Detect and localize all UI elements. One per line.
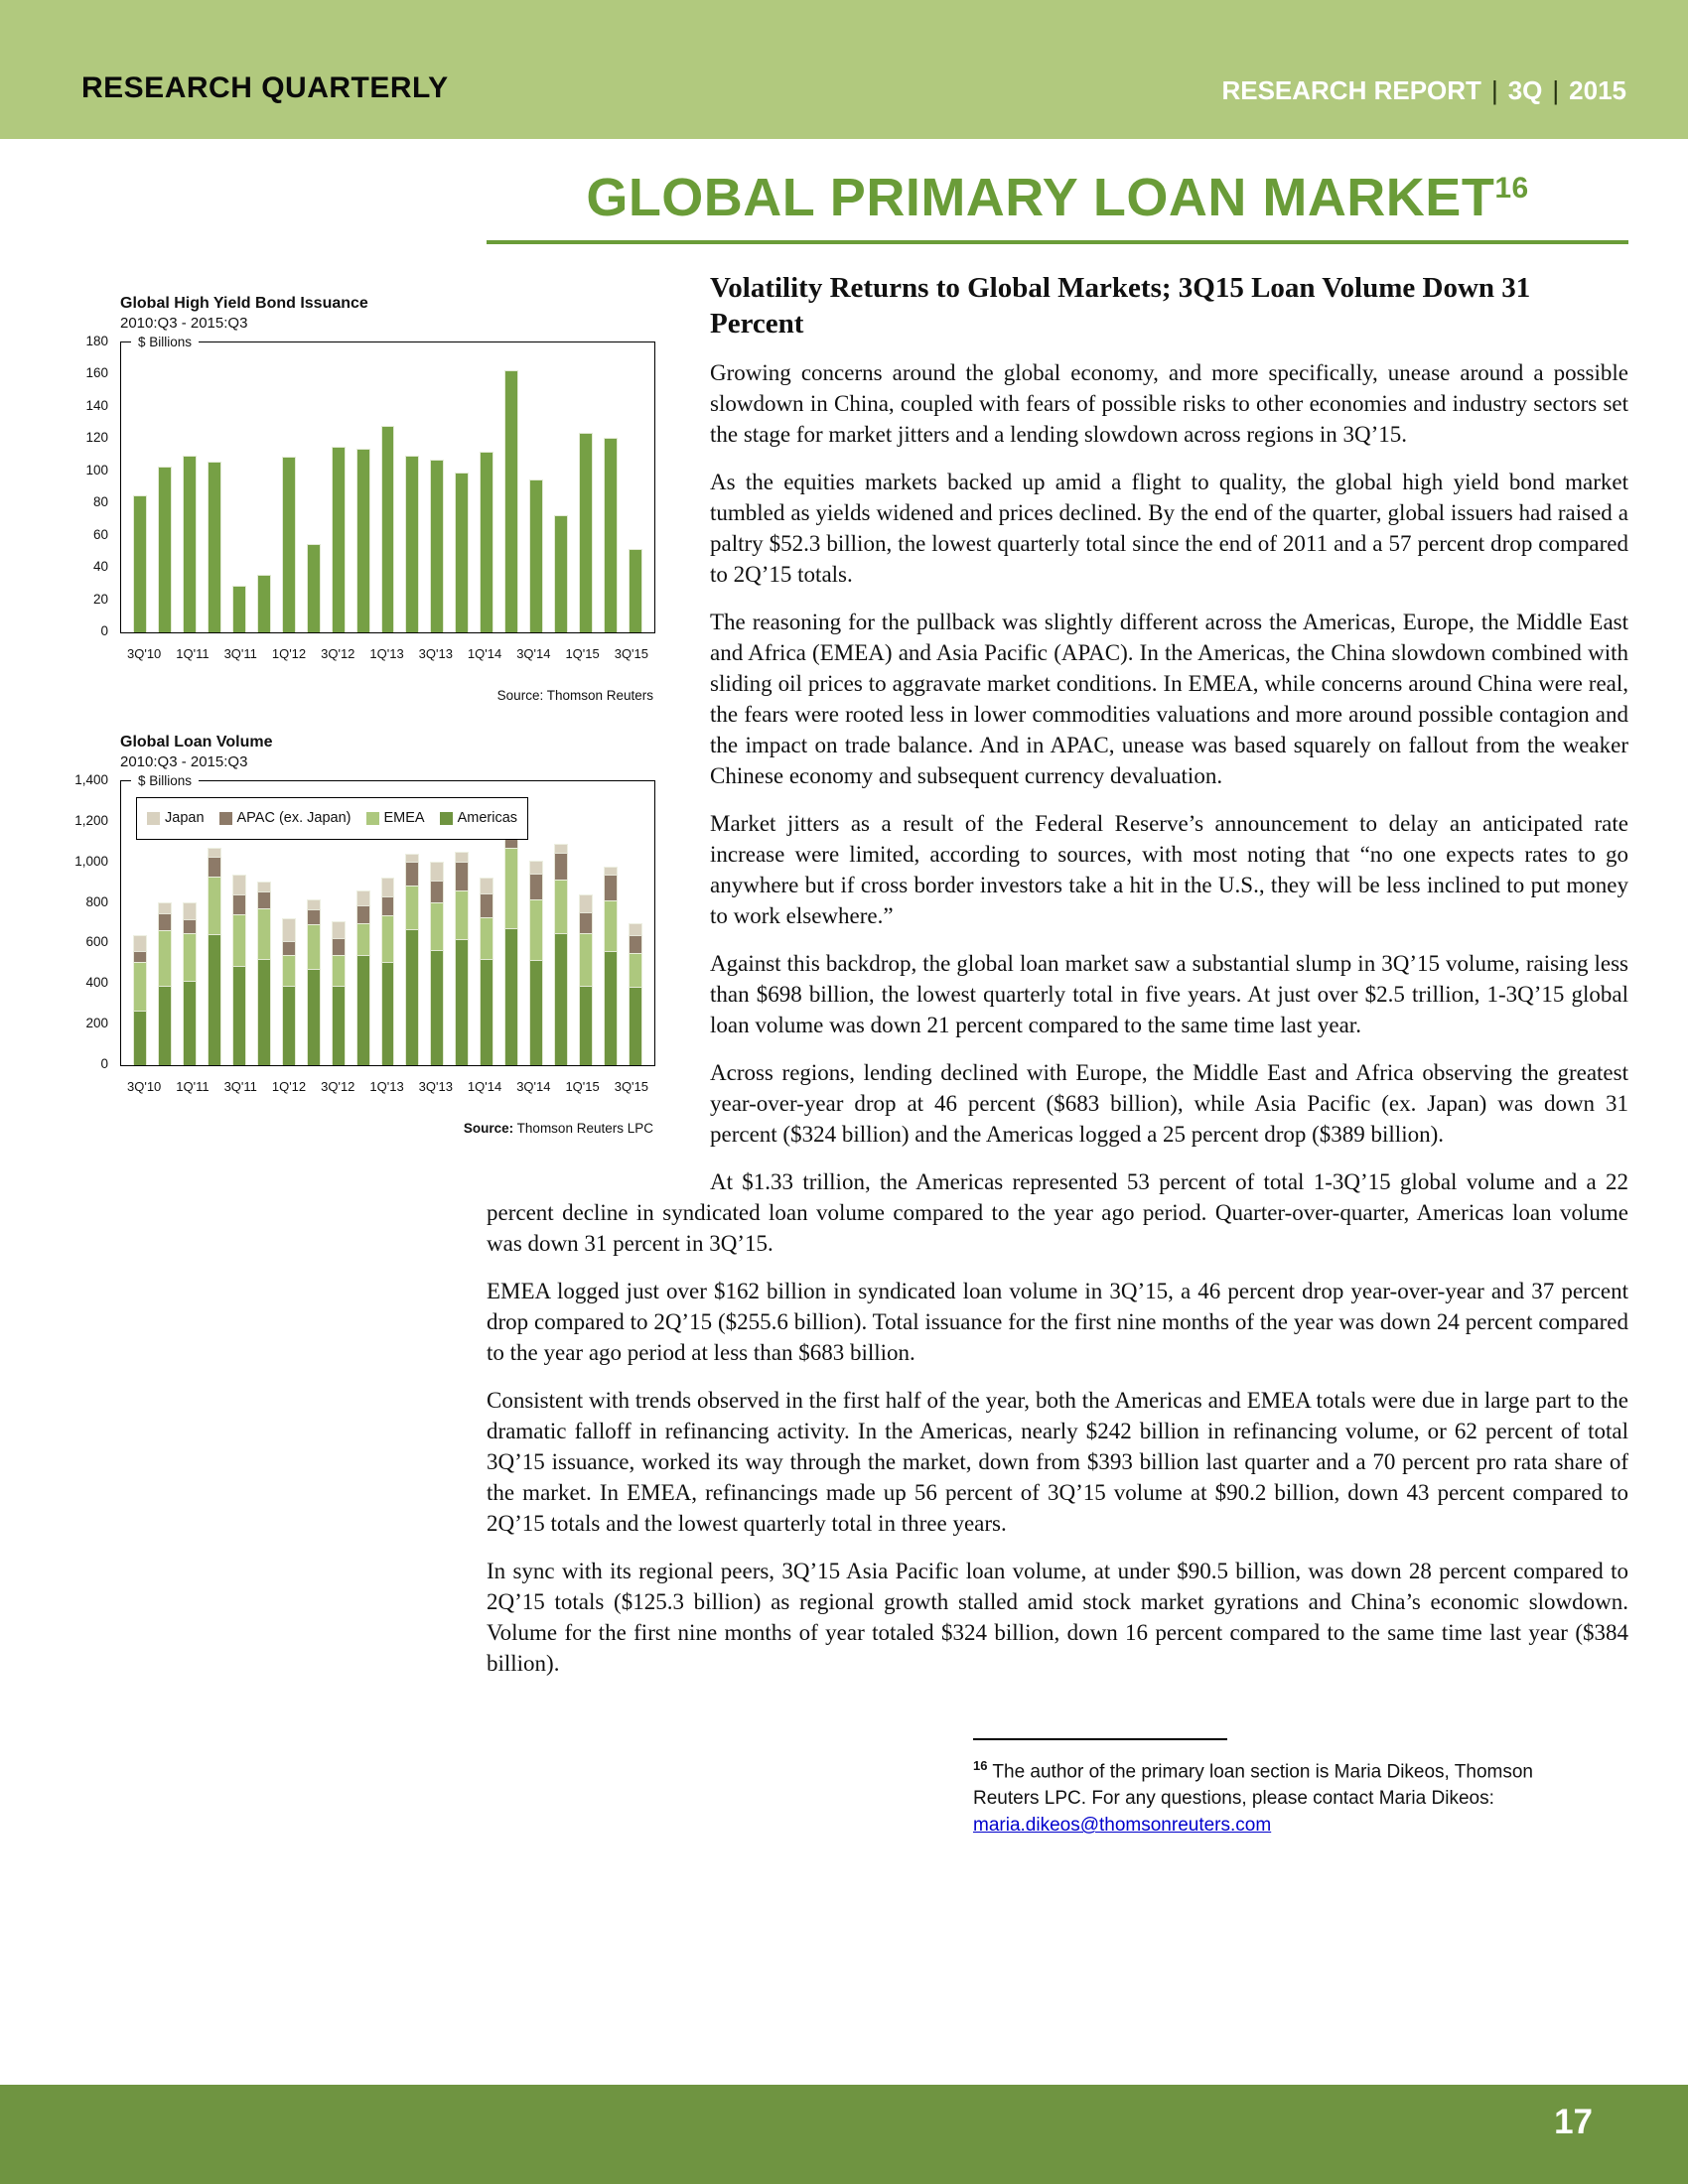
legend-item-apac-ex-japan [219,803,352,834]
legend-label: EMEA [383,810,425,826]
meta-separator: | [1552,75,1560,105]
bar-slot [548,781,573,1065]
body-paragraph: EMEA logged just over $162 billion in syndicated loan volume in 3Q’15, a 46 percent drop year-over-year and 37 percent drop compared to 2Q’15 ($255.6 billion). Total issuance for the first nine months of the year was down 24 percent compared to the year ago period at less than $683 billion. [487,1279,1628,1365]
body-paragraph: Growing concerns around the global economy, and more specifically, unease around a possible slowdown in China, coupled with fears of possible risks to other economies and industry sectors set the stage for market jitters and a lending slowdown across regions in 3Q’15. [710,360,1628,447]
y-tick-label: 160 [85,365,108,381]
x-tick-label: 3Q'15 [614,1079,649,1094]
x-tick-label: 1Q'13 [369,1079,404,1094]
bar-3q-10 [133,342,147,632]
header-band [0,0,1688,139]
bar-slot [301,342,326,632]
bar-slot [598,342,623,632]
bar-slot [400,342,425,632]
americas-bar-segment [604,951,618,1065]
footnote [973,1738,1569,1839]
legend-swatch [366,812,379,825]
x-tick-label: 3Q'12 [321,1079,355,1094]
bar-2q-15 [604,781,618,1065]
page-number: 17 [1554,2103,1593,2141]
x-tick-label [354,1071,369,1102]
apac-ex-japan-bar-segment [183,919,197,933]
japan-bar-segment [307,899,321,909]
y-tick-label: 60 [92,526,108,542]
bar-3q-11 [232,342,246,632]
y-tick-label: 40 [92,559,108,575]
x-tick-label: 1Q'13 [369,646,404,661]
apac-ex-japan-bar-segment [629,935,642,952]
y-tick-label: 140 [85,397,108,413]
emea-bar-segment [282,955,296,987]
bar-slot [276,342,301,632]
y-tick-label: 1,200 [74,812,108,828]
y-tick-label: 180 [85,334,108,348]
apac-ex-japan-bar-segment [480,893,493,916]
legend-swatch [219,812,232,825]
meta-separator: | [1490,75,1498,105]
bar-slot [499,342,524,632]
legend-item-emea [366,803,425,834]
x-tick-label: 3Q'11 [223,1079,257,1094]
x-tick-label: 3Q'12 [321,646,355,661]
y-tick-label: 200 [85,1016,108,1031]
x-tick-label [453,638,468,669]
bar-3q-15 [629,342,642,632]
americas-bar-segment [133,1011,147,1065]
japan-bar-segment [257,882,271,891]
bar-segment [332,447,346,632]
footnote-marker: 16 [973,1758,988,1773]
americas-bar-segment [455,939,469,1065]
x-tick-label: 1Q'11 [176,1079,210,1094]
bar-2q-12 [307,342,321,632]
japan-bar-segment [332,921,346,938]
body-paragraph: Across regions, lending declined with Europe, the Middle East and Africa observing the greatest year-over-year drop at 46 percent ($683 billion), while Asia Pacific (ex. Japan) was down 31 percent ($324 billion) and the Americas logged a 25 percent drop ($389 billion). [710,1060,1628,1147]
bar-4q-12 [356,342,370,632]
article-heading: Volatility Returns to Global Markets; 3Q15 Loan Volume Down 31 Percent [710,272,1531,340]
japan-bar-segment [455,852,469,862]
emea-bar-segment [356,923,370,955]
section-title-wrap [487,168,1628,227]
y-tick-label: 0 [100,623,108,638]
y-axis [74,334,112,638]
chart-column [74,270,655,1165]
japan-bar-segment [381,878,395,896]
y-tick-label: 20 [92,591,108,607]
bar-4q-13 [455,342,469,632]
report-meta [1221,75,1626,106]
x-tick-label: 3Q'14 [516,646,551,661]
bar-slot [227,342,252,632]
bar-segment [504,370,518,632]
bar-3q-15 [629,781,642,1065]
apac-ex-japan-bar-segment [579,912,593,933]
japan-bar-segment [529,861,543,874]
bar-segment [133,495,147,632]
apac-ex-japan-bar-segment [257,891,271,907]
apac-ex-japan-bar-segment [430,881,444,901]
bar-3q-13 [430,342,444,632]
legend-swatch [440,812,453,825]
body-paragraph: Consistent with trends observed in the first half of the year, both the Americas and EMEA totals were due in large part to the dramatic falloff in refinancing activity. In the Americas, nearly $242 billion in refinancing volume, or 62 percent of total 3Q’15 issuance, worked its way through the market, down from $393 billion last quarter and a 70 percent pro rata share of the market. In EMEA, refinancings made up 56 percent of 3Q’15 volume at $90.2 billion, down 43 percent compared to 2Q’15 totals and the lowest quarterly total in three years. [487,1388,1628,1536]
body-paragraph: In sync with its regional peers, 3Q’15 Asia Pacific loan volume, at under $90.5 billion, was down 28 percent compared to 2Q’15 totals ($125.3 billion) as regional growth stalled amid stock market gyrations and China’s economic slowdown. Volume for the first nine months of year totaled $324 billion, down 16 percent compared to the same time last year ($384 billion). [487,1559,1628,1676]
apac-ex-japan-bar-segment [208,857,221,877]
x-tick-label [161,1071,176,1102]
emea-bar-segment [579,933,593,986]
legend-label: Japan [165,810,205,826]
emea-bar-segment [232,914,246,966]
x-tick-label: 3Q'15 [614,646,649,661]
bar-slot [153,342,178,632]
bar-slot [573,781,598,1065]
legend-swatch [147,812,160,825]
apac-ex-japan-bar-segment [282,941,296,954]
bar-slot [351,342,375,632]
bar-3q-14 [529,342,543,632]
x-tick-label: 1Q'14 [467,646,502,661]
footer-band [0,2085,1688,2184]
bar-slot [178,342,203,632]
apac-ex-japan-bar-segment [604,875,618,900]
chart-global-high-yield-bond-issuance [74,294,655,711]
x-tick-label: 1Q'14 [467,1079,502,1094]
x-axis-labels [120,638,655,669]
y-tick-label: 400 [85,975,108,991]
apac-ex-japan-bar-segment [554,853,568,881]
americas-bar-segment [381,962,395,1065]
body-paragraph: The reasoning for the pullback was slightly different across the Americas, Europe, the Middle East and Africa (EMEA) and Asia Pacific (APAC). In the Americas, the China slowdown combined with sliding oil prices to aggravate market conditions. In EMEA, while concerns around China were real, the fears were rooted less in lower commodities valuations and more around possible contagion and the impact on trade balance. And in APAC, unease was based squarely on fallout from the weaker Chinese economy and subsequent currency devaluation. [710,610,1628,788]
bar-segment [529,479,543,632]
emea-bar-segment [430,902,444,950]
bar-slot [450,342,475,632]
unit-label: $ Billions [131,333,199,351]
x-tick-label: 3Q'10 [127,1079,162,1094]
apac-ex-japan-bar-segment [405,862,419,887]
bar-segment [232,586,246,632]
body-paragraph: Against this backdrop, the global loan market saw a substantial slump in 3Q’15 volume, raising less than $698 billion, the lowest quarterly total in five years. At just over $2.5 trillion, 1-3Q’15 global loan volume was down 21 percent compared to the same time last year. [710,951,1628,1037]
bar-2q-15 [604,342,618,632]
x-tick-label [600,1071,615,1102]
emea-bar-segment [455,890,469,939]
chart-subtitle: 2010:Q3 - 2015:Q3 [120,753,248,770]
americas-bar-segment [257,959,271,1065]
footnote-text: The author of the primary loan section is Maria Dikeos, Thomson Reuters LPC. For any questions, please contact Maria Dikeos: [973,1761,1533,1810]
bar-segment [455,473,469,632]
bar-segment [158,467,172,632]
bar-slot [623,342,647,632]
apac-ex-japan-bar-segment [307,909,321,924]
emea-bar-segment [381,915,395,962]
japan-bar-segment [158,902,172,913]
emea-bar-segment [554,880,568,933]
bar-slot [573,342,598,632]
apac-ex-japan-bar-segment [356,905,370,923]
bar-slot [475,342,499,632]
x-tick-label: 1Q'15 [565,1079,600,1094]
paragraphs [487,357,1628,1679]
emea-bar-segment [257,908,271,959]
x-tick-label [550,638,565,669]
x-tick-label: 3Q'10 [127,646,162,661]
bar-4q-10 [158,342,172,632]
legend-item-japan [147,803,205,834]
source-label: Source: Thomson Reuters [496,688,653,703]
emea-bar-segment [183,933,197,981]
x-tick-label: 3Q'13 [418,646,453,661]
americas-bar-segment [529,960,543,1065]
legend-item-americas [440,803,517,834]
bar-slot [598,781,623,1065]
chart-title: Global High Yield Bond Issuance [120,295,368,312]
bar-1q-14 [480,342,493,632]
apac-ex-japan-bar-segment [381,896,395,914]
x-tick-label [501,1071,516,1102]
y-tick-label: 80 [92,494,108,510]
emea-bar-segment [158,930,172,986]
americas-bar-segment [307,969,321,1065]
bar-2q-11 [208,342,221,632]
x-tick-label: 1Q'15 [565,646,600,661]
japan-bar-segment [480,878,493,893]
bar-segment [430,460,444,632]
bar-segment [208,462,221,632]
bar-slot [524,342,549,632]
japan-bar-segment [430,862,444,881]
americas-bar-segment [232,966,246,1065]
x-tick-label [257,1071,272,1102]
x-tick-label [161,638,176,669]
americas-bar-segment [356,955,370,1065]
y-tick-label: 600 [85,934,108,950]
apac-ex-japan-bar-segment [529,874,543,899]
japan-bar-segment [629,923,642,935]
emea-bar-segment [604,900,618,951]
x-tick-label [210,638,224,669]
bar-segment [629,549,642,632]
bar-1q-15 [579,342,593,632]
plot-area [120,773,655,1066]
y-axis [74,772,112,1071]
page-title: GLOBAL PRIMARY LOAN MARKET$^{16}$ [586,168,1529,227]
bar-slot [252,342,277,632]
japan-bar-segment [356,890,370,904]
bar-slot [203,342,227,632]
bar-4q-14 [554,342,568,632]
x-tick-label [210,1071,224,1102]
body-paragraph: Market jitters as a result of the Federal Reserve’s announcement to delay an anticipated rate increase were limited, according to sources, with most noting that “no one expects rates to go anywhere but if cross border investors take a hit in the U.S., they will be less inclined to put money to work elsewhere.” [710,811,1628,928]
apac-ex-japan-bar-segment [133,951,147,962]
japan-bar-segment [208,848,221,856]
emea-bar-segment [332,955,346,987]
americas-bar-segment [480,959,493,1065]
legend-label: Americas [457,810,518,826]
x-tick-label [306,1071,321,1102]
bar-segment [257,575,271,632]
emea-bar-segment [405,886,419,929]
americas-bar-segment [183,981,197,1065]
emea-bar-segment [504,848,518,928]
x-tick-label [354,638,369,669]
x-tick-label [501,638,516,669]
x-tick-label [257,638,272,669]
americas-bar-segment [208,934,221,1065]
bars [121,342,654,632]
emea-bar-segment [480,917,493,959]
bar-slot [326,342,351,632]
americas-bar-segment [430,950,444,1065]
japan-bar-segment [133,935,147,950]
japan-bar-segment [604,867,618,875]
x-tick-label: 3Q'13 [418,1079,453,1094]
unit-label: $ Billions [131,771,199,790]
x-axis-labels [120,1071,655,1102]
report-meta-label: RESEARCH REPORT [1221,75,1481,105]
bar-4q-11 [257,342,271,632]
apac-ex-japan-bar-segment [158,913,172,930]
title-rule [487,240,1628,244]
chart-plot-row [74,772,655,1102]
x-tick-label: 1Q'11 [176,646,210,661]
legend [136,797,528,840]
x-tick-label [404,638,419,669]
bar-segment [579,433,593,632]
plot-area [120,335,655,633]
bar-slot [548,342,573,632]
bar-3q-14 [529,781,543,1065]
emea-bar-segment [208,877,221,934]
bar-4q-14 [554,781,568,1065]
bar-3q-12 [332,342,346,632]
bar-1q-11 [183,342,197,632]
americas-bar-segment [405,929,419,1065]
chart-global-loan-volume [74,733,655,1144]
japan-bar-segment [282,918,296,941]
article-body [74,270,1628,1839]
emea-bar-segment [307,924,321,969]
americas-bar-segment [504,928,518,1065]
bar-slot [375,342,400,632]
body-paragraph: As the equities markets backed up amid a flight to quality, the global high yield bond market tumbled as yields widened and prices declined. By the end of the quarter, global issuers had raised a paltry $52.3 billion, the lowest quarterly total since the end of 2011 and a 57 percent drop compared to 2Q’15 totals. [710,470,1628,587]
apac-ex-japan-bar-segment [455,862,469,891]
bar-segment [480,452,493,632]
japan-bar-segment [183,902,197,919]
y-tick-label: 1,000 [74,853,108,869]
bar-segment [282,457,296,632]
bar-segment [307,544,321,632]
bar-2q-14 [504,342,518,632]
y-tick-label: 0 [100,1056,108,1071]
chart-plot-row [74,334,655,669]
americas-bar-segment [579,986,593,1065]
bar-1q-12 [282,342,296,632]
x-tick-label [453,1071,468,1102]
americas-bar-segment [554,933,568,1065]
americas-bar-segment [282,986,296,1065]
bar-segment [405,456,419,632]
bar-1q-15 [579,781,593,1065]
americas-bar-segment [158,986,172,1065]
x-tick-label: 1Q'12 [271,1079,307,1094]
bar-1q-13 [381,342,395,632]
title-footnote-marker: 16 [1494,172,1529,205]
americas-bar-segment [332,986,346,1065]
bar-segment [381,426,395,632]
apac-ex-japan-bar-segment [332,938,346,954]
source-label: Source: Thomson Reuters LPC [463,1121,653,1136]
chart-subtitle: 2010:Q3 - 2015:Q3 [120,315,248,332]
bar-segment [604,438,618,632]
x-tick-label [550,1071,565,1102]
japan-bar-segment [405,854,419,862]
bar-slot [425,342,450,632]
bar-segment [554,515,568,632]
bar-slot [623,781,647,1065]
bar-2q-13 [405,342,419,632]
report-meta-year: 2015 [1569,75,1626,105]
x-tick-label: 3Q'11 [223,646,257,661]
emea-bar-segment [629,953,642,987]
legend-label: APAC (ex. Japan) [236,810,352,826]
y-tick-label: 1,400 [74,772,108,787]
footnote-rule [973,1738,1227,1740]
x-tick-label [404,1071,419,1102]
body-paragraph: At $1.33 trillion, the Americas represented 53 percent of total 1-3Q’15 global volume and a 22 percent decline in syndicated loan volume compared to the year ago period. Quarter-over-quarter, Americas loan volume was down 31 percent in 3Q’15. [487,1169,1628,1256]
x-tick-label [600,638,615,669]
footnote-email-link[interactable]: maria.dikeos@thomsonreuters.com [973,1815,1272,1837]
bar-segment [356,449,370,632]
report-meta-quarter: 3Q [1507,75,1543,105]
japan-bar-segment [232,875,246,894]
apac-ex-japan-bar-segment [232,894,246,913]
x-tick-label: 3Q'14 [516,1079,551,1094]
chart-title: Global Loan Volume [120,734,273,751]
emea-bar-segment [133,962,147,1011]
y-tick-label: 120 [85,430,108,446]
x-tick-label [306,638,321,669]
emea-bar-segment [529,899,543,960]
bar-segment [183,456,197,632]
japan-bar-segment [579,894,593,911]
x-tick-label: 1Q'12 [271,646,307,661]
y-tick-label: 800 [85,893,108,909]
japan-bar-segment [554,844,568,852]
americas-bar-segment [629,987,642,1065]
y-tick-label: 100 [85,462,108,478]
report-series-title: RESEARCH QUARTERLY [81,71,449,104]
bar-slot [128,342,153,632]
